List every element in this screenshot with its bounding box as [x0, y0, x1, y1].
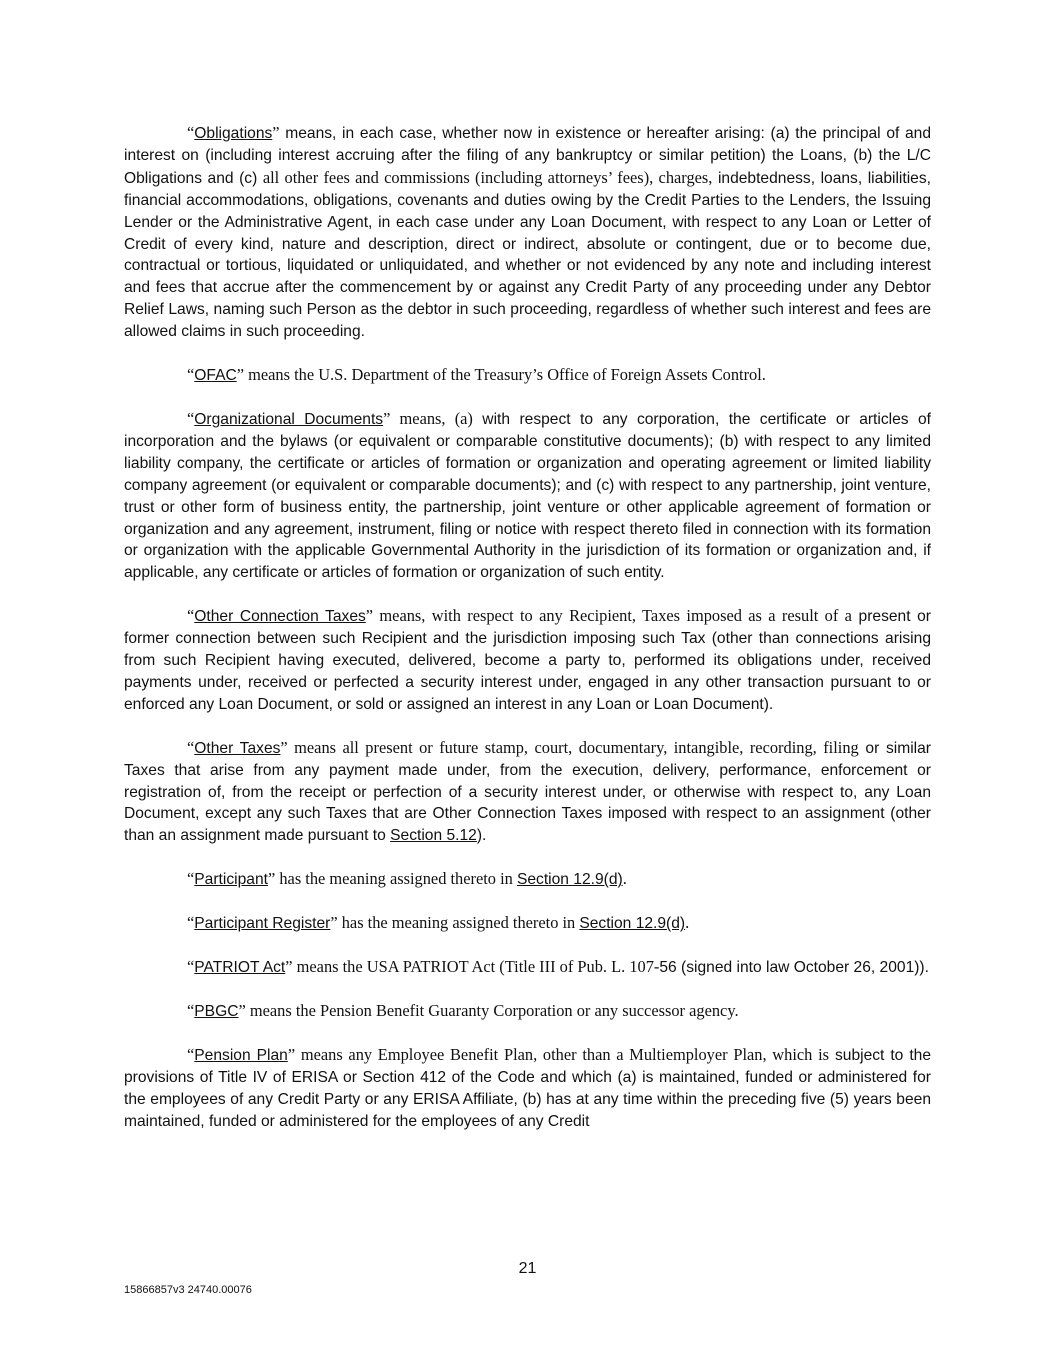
defined-term: Participant Register [194, 915, 331, 933]
definition-patriot-act: “PATRIOT Act” means the USA PATRIOT Act (Title III of Pub. L. 107-56 (signed into law October 26, 2001)). [187, 957, 929, 977]
defined-term: Obligations [194, 125, 273, 142]
page-number: 21 [518, 1260, 537, 1277]
section-reference: Section 12.9(d) [579, 915, 686, 933]
definition-pension-plan: “Pension Plan” means any Employee Benefit Plan, other than a Multiemployer Plan, which is subject to the provisions of Title IV of ERISA or Section 412 of the Code and which (a) is maintained, funded or administered for the employees of any Credit Party or any ERISA Affiliate, (b) has at any time within the preceding five (5) years been maintained, funded or administered for the employees of any Credit [124, 1044, 931, 1130]
definition-other-taxes: “Other Taxes” means all present or future stamp, court, documentary, intangible, recording, filing or similar Taxes that arise from any payment made under, from the execution, delivery, performance, enforcement or registration of, from the receipt or perfection of a security interest under, or otherwise with respect to, any Loan Document, except any such Taxes that are Other Connection Taxes imposed with respect to an assignment (other than an assignment made pursuant to Section 5.12). [124, 737, 931, 845]
definition-text: all other fees and commissions (including attorneys’ fees), charges, [262, 167, 713, 187]
definition-text: has the meaning assigned thereto in [275, 869, 517, 889]
definition-text: ). [476, 827, 487, 845]
definition-organizational-documents: “Organizational Documents” means, (a) with respect to any corporation, the certificate or articles of incorporation and the bylaws (or equivalent or comparable constitutive documents); (b) with respect to any limited liability company, the certificate or articles of formation or organization and operating agreement or limited liability company agreement (or equivalent or comparable documents); and (c) with respect to any partnership, joint venture, trust or other form of business entity, the partnership, joint venture or other applicable agreement of formation or organization and any agreement, instrument, filing or notice with respect thereto filed in connection with its formation or organization with the applicable Governmental Authority in the jurisdiction of its formation or organization and, if applicable, any certificate or articles of formation or organization of such entity. [124, 408, 931, 582]
definition-pbgc: “PBGC” means the Pension Benefit Guaranty Corporation or any successor agency. [187, 1001, 739, 1020]
document-id: 15866857v3 24740.00076 [124, 1284, 252, 1296]
definition-text: means the USA PATRIOT Act (Title III of Pub. L. 107- [292, 957, 660, 977]
definition-text: . [685, 913, 690, 933]
section-reference: Section 12.9(d) [516, 871, 623, 889]
section-reference: Section 5.12 [390, 827, 477, 845]
defined-term: PATRIOT Act [194, 959, 286, 977]
definition-text: present or former connection between such Recipient and the jurisdiction imposing such Tax (other than connections arising from such Recipient having executed, delivered, become a party to, performed its obligations under, received payments under, received or perfected a security interest under, engaged in any other transaction pursuant to or enforced any Loan Document, or sold or assigned an interest in any Loan or Loan Document). [124, 608, 931, 713]
defined-term: Participant [194, 871, 268, 889]
defined-term: PBGC [194, 1003, 239, 1020]
definition-text: or similar Taxes that arise from any payment made under, from the execution, delivery, performance, enforcement or registration of, from the receipt or perfection of a security interest under, or otherwise with respect to, any Loan Document, except any such Taxes that are Other Connection Taxes imposed with respect to an assignment (other than an assignment made pursuant to [124, 739, 931, 845]
definition-text: means, in each case, whether now in existence or hereafter arising: (a) the principal of and interest on (including interest accruing after the filing of any bankruptcy or similar petition) the Loans, (b) the L/C Obligations and (c) [124, 125, 931, 187]
definition-ofac: “OFAC” means the U.S. Department of the Treasury’s Office of Foreign Assets Control. [187, 365, 766, 385]
definition-text: indebtedness, loans, liabilities, financial accommodations, obligations, covenants and duties owing by the Credit Parties to the Lenders, the Issuing Lender or the Administrative Agent, in each case under any Loan Document, with respect to any Loan or Letter of Credit of every kind, nature and description, direct or indirect, absolute or contingent, due or to become due, contractual or tortious, liquidated or unliquidated, and whether or not evidenced by any note and including interest and fees that accrue after the commencement by or against any Credit Party of any proceeding under any Debtor Relief Laws, naming such Person as the debtor in such proceeding, regardless of whether such interest and fees are allowed claims in such proceeding. [124, 169, 931, 341]
definition-text: means, (a) [390, 408, 473, 428]
definition-other-connection-taxes: “Other Connection Taxes” means, with respect to any Recipient, Taxes imposed as a result of a present or former connection between such Recipient and the jurisdiction imposing such Tax (other than connections arising from such Recipient having executed, delivered, become a party to, performed its obligations under, received payments under, received or perfected a security interest under, engaged in any other transaction pursuant to or enforced any Loan Document, or sold or assigned an interest in any Loan or Loan Document). [124, 606, 931, 713]
defined-term: Pension Plan [194, 1046, 288, 1064]
definition-participant: “Participant” has the meaning assigned thereto in Section 12.9(d). [187, 869, 627, 889]
definition-text: . [622, 869, 627, 889]
definition-text: subject to the provisions of Title IV of ERISA or Section 412 of the Code and which (a) is maintained, funded or administered for the employees of any Credit Party or any ERISA Affiliate, (b) has at any time within the preceding five (5) years been maintained, funded or administered for the employees of any Credit [124, 1046, 931, 1130]
defined-term: OFAC [194, 367, 237, 385]
definition-text: means, with respect to any Recipient, Taxes imposed as a result of a [373, 606, 852, 626]
defined-term: Other Connection Taxes [194, 608, 366, 626]
definition-text: with respect to any corporation, the certificate or articles of incorporation and the bylaws (or equivalent or comparable constitutive documents); (b) with respect to any limited liability company, the certificate or articles of formation or organization and operating agreement or limited liability company agreement (or equivalent or comparable documents); and (c) with respect to any partnership, joint venture, trust or other form of business entity, the partnership, joint venture or other applicable agreement of formation or organization and any agreement, instrument, filing or notice with respect thereto filed in connection with its formation or organization with the applicable Governmental Authority in the jurisdiction of its formation or organization and, if applicable, any certificate or articles of formation or organization of such entity. [124, 410, 931, 582]
definition-text: means any Employee Benefit Plan, other than a Multiemployer Plan, which is [295, 1044, 830, 1064]
defined-term: Other Taxes [194, 739, 281, 757]
definition-text: 56 (signed into law October 26, 2001)). [659, 959, 929, 977]
document-body [124, 122, 931, 1154]
definition-obligations: “Obligations” means, in each case, whether now in existence or hereafter arising: (a) the principal of and interest on (including interest accruing after the filing of any bankruptcy or similar petition) the Loans, (b) the L/C Obligations and (c) all other fees and commissions (including attorneys’ fees), charges, indebtedness, loans, liabilities, financial accommodations, obligations, covenants and duties owing by the Credit Parties to the Lenders, the Issuing Lender or the Administrative Agent, in each case under any Loan Document, with respect to any Loan or Letter of Credit of every kind, nature and description, direct or indirect, absolute or contingent, due or to become due, contractual or tortious, liquidated or unliquidated, and whether or not evidenced by any note and including interest and fees that accrue after the commencement by or against any Credit Party of any proceeding under any Debtor Relief Laws, naming such Person as the debtor in such proceeding, regardless of whether such interest and fees are allowed claims in such proceeding. [124, 123, 931, 341]
defined-term: Organizational Documents [194, 410, 384, 428]
definition-text: means all present or future stamp, court, documentary, intangible, recording, filing [287, 737, 859, 757]
definition-text: means the Pension Benefit Guaranty Corporation or any successor agency. [245, 1001, 739, 1020]
definition-text: means the U.S. Department of the Treasury’s Office of Foreign Assets Control. [244, 365, 766, 385]
definition-participant-register: “Participant Register” has the meaning assigned thereto in Section 12.9(d). [187, 913, 690, 933]
definition-text: has the meaning assigned thereto in [337, 913, 580, 933]
